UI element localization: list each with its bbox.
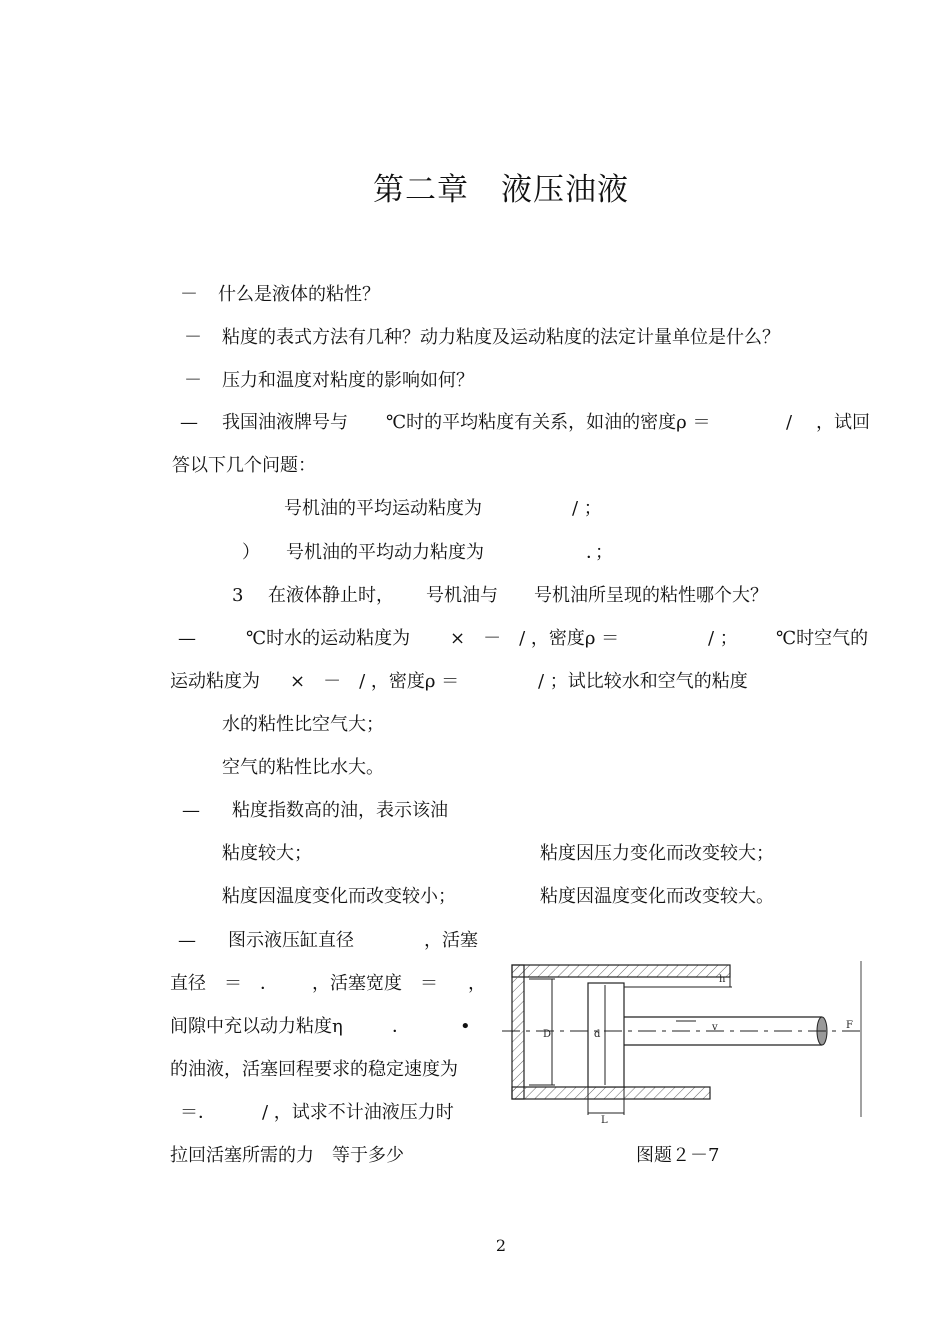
q6-text: 粘度指数高的油，表示该油	[232, 800, 448, 821]
label-L: L	[601, 1115, 608, 1126]
q4-sub2-c: ．；	[586, 542, 613, 563]
q1-text: 什么是液体的粘性？	[218, 284, 380, 305]
q7-line2-a: 直径 ＝ ．	[170, 973, 278, 994]
q5-line1-b: × － / ，密度ρ ＝	[450, 628, 620, 649]
q4-line1-d: ，试回	[816, 412, 870, 433]
q4-sub3-d: 号机油所呈现的粘性哪个大？	[534, 585, 768, 606]
q7-line4: 的油液，活塞回程要求的稳定速度为	[170, 1059, 458, 1080]
q4-dash: —	[180, 412, 198, 433]
q7-line2-c: ，	[468, 973, 486, 994]
q6-opt3: 粘度因温度变化而改变较小；	[222, 886, 456, 907]
q5-opt2: 空气的粘性比水大。	[222, 757, 384, 778]
q7-line6: 拉回活塞所需的力 等于多少	[170, 1145, 404, 1166]
label-h: h	[719, 974, 726, 985]
q7-line3-a: 间隙中充以动力粘度η	[170, 1016, 343, 1037]
q3-text: 压力和温度对粘度的影响如何？	[222, 370, 474, 391]
q5-line1-d: ℃时空气的	[776, 628, 869, 649]
page-number: 2	[495, 1236, 507, 1255]
q7-dash: —	[178, 930, 196, 951]
q4-sub1-a: 号机油的平均运动粘度为	[284, 498, 482, 519]
q4-sub3-a: 3	[232, 585, 244, 606]
q2-dash: －	[184, 327, 202, 348]
q7-line3-c: •	[460, 1016, 471, 1037]
q4-sub3-b: 在液体静止时，	[268, 585, 394, 606]
q5-line2-a: 运动粘度为	[170, 671, 260, 692]
q4-sub1-b: / ；	[572, 498, 602, 519]
q5-line2-c: / ；试比较水和空气的粘度	[538, 671, 748, 692]
q5-line1-a: ℃时水的运动粘度为	[246, 628, 411, 649]
q5-opt1: 水的粘性比空气大；	[222, 714, 384, 735]
q6-dash: —	[182, 800, 200, 821]
q2-text: 粘度的表式方法有几种？动力粘度及运动粘度的法定计量单位是什么？	[222, 327, 780, 348]
q7-line2-b: ，活塞宽度 ＝	[312, 973, 438, 994]
q5-dash: —	[178, 628, 196, 649]
dimension-D	[529, 979, 555, 1085]
q5-line2-b: × － / ，密度ρ ＝	[290, 671, 460, 692]
q5-line1-c: / ；	[708, 628, 738, 649]
q7-line5-b: / ，试求不计油液压力时	[262, 1102, 454, 1123]
q7-line1-b: ，活塞	[424, 930, 478, 951]
q3-dash: －	[184, 370, 202, 391]
label-F: F	[846, 1020, 853, 1031]
label-D: D	[543, 1029, 552, 1040]
q6-opt1: 粘度较大；	[222, 843, 312, 864]
q4-line1-a: 我国油液牌号与	[222, 412, 348, 433]
q1-dash: －	[180, 284, 198, 305]
hydraulic-cylinder-figure	[500, 955, 870, 1130]
q4-sub2-b: 号机油的平均动力粘度为	[286, 542, 484, 563]
q4-line1-b: ℃时的平均粘度有关系，如油的密度ρ ＝	[386, 412, 711, 433]
label-d: d	[594, 1029, 601, 1040]
q7-line3-b: ．	[392, 1016, 410, 1037]
q4-line1-c: /	[786, 412, 793, 433]
label-v: v	[712, 1022, 718, 1033]
q7-line5-a: ＝．	[180, 1102, 216, 1123]
q7-line1-a: 图示液压缸直径	[228, 930, 354, 951]
chapter-title: 第二章 液压油液	[373, 172, 629, 208]
q4-sub2-a: ）	[242, 542, 260, 563]
q4-line2: 答以下几个问题：	[172, 455, 316, 476]
q6-opt4: 粘度因温度变化而改变较大。	[540, 886, 774, 907]
figure-caption: 图题２－7	[636, 1145, 720, 1166]
q4-sub3-c: 号机油与	[426, 585, 498, 606]
q6-opt2: 粘度因压力变化而改变较大；	[540, 843, 774, 864]
